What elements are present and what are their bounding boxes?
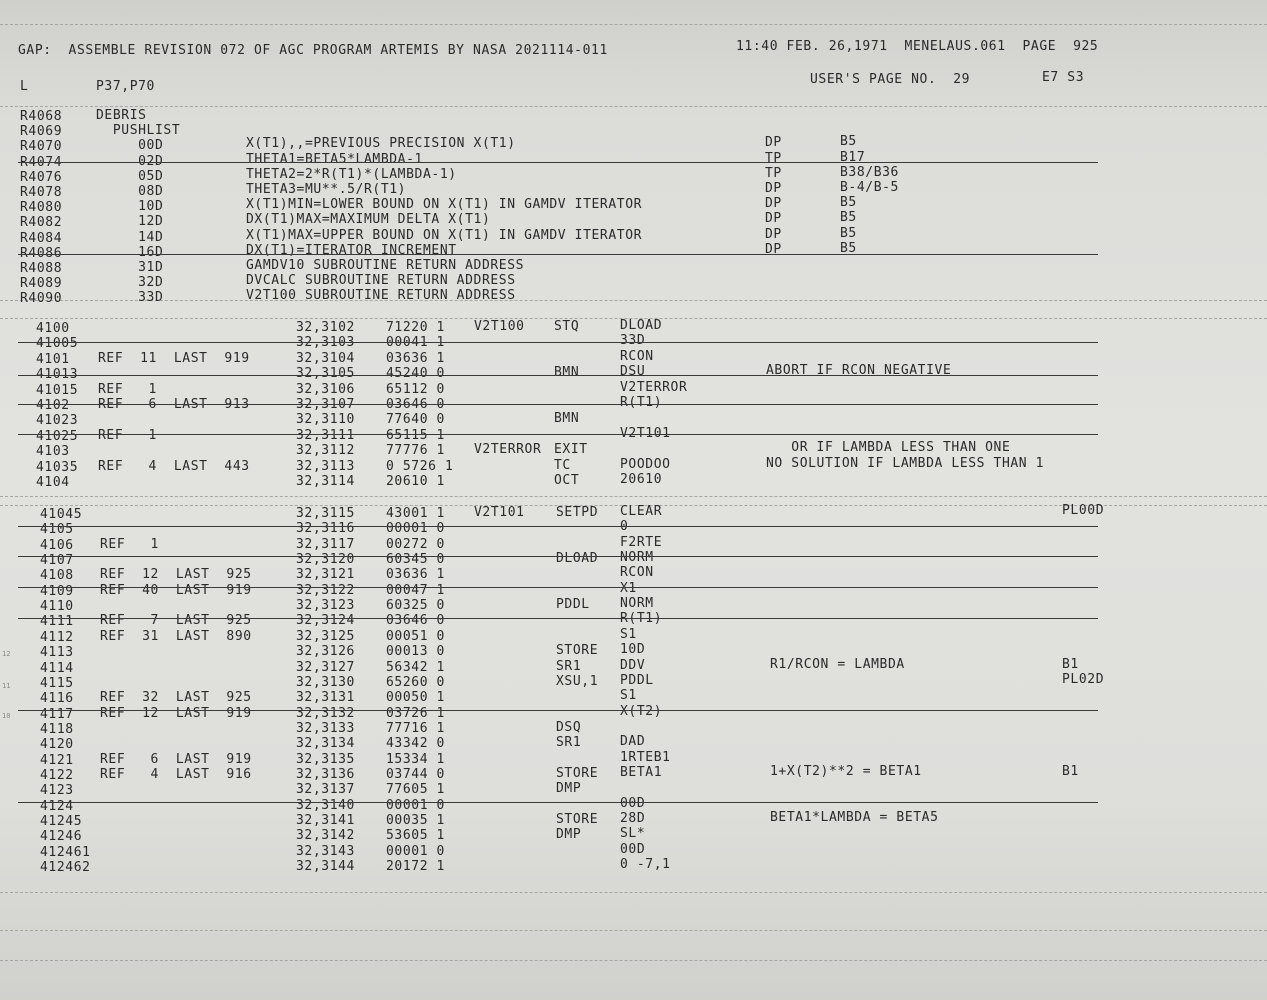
code-comment: BETA1*LAMBDA = BETA5	[770, 810, 939, 825]
operand: DSU	[620, 364, 646, 380]
line-location: R4076	[20, 169, 63, 185]
line-number: 41025	[36, 428, 79, 444]
symbol-description: V2T100 SUBROUTINE RETURN ADDRESS	[246, 288, 516, 304]
margin-mark: 10	[2, 712, 11, 720]
operand: DDV	[620, 657, 646, 673]
header-title: GAP: ASSEMBLE REVISION 072 OF AGC PROGRAM ARTEMIS BY NASA 2021114-011	[18, 43, 608, 58]
line-number: 4104	[36, 475, 70, 490]
line-location: R4078	[20, 185, 63, 200]
reference-info: REF 6 LAST 913	[98, 397, 250, 412]
scaling: B38/B36	[840, 164, 899, 180]
precision: DP	[765, 226, 782, 242]
precision: DP	[765, 211, 782, 227]
code-comment: 1+X(T2)**2 = BETA1	[770, 763, 922, 779]
octal-code: 03636 1	[386, 350, 445, 366]
memory-address: 32,3137	[296, 782, 355, 798]
operand: S1	[620, 688, 637, 704]
ruling-line	[0, 930, 1267, 931]
ruling-line	[0, 892, 1267, 893]
ruling-line	[0, 300, 1267, 301]
scaling: B5	[840, 225, 857, 241]
subheader-col1: L	[20, 79, 29, 94]
symbol-description: DX(T1)MAX=MAXIMUM DELTA X(T1)	[246, 212, 491, 228]
line-number: 412461	[40, 844, 91, 860]
reference-info: REF 31 LAST 890	[100, 628, 252, 644]
memory-address: 32,3126	[296, 644, 355, 660]
line-location: R4086	[20, 245, 63, 261]
operand: 00D	[620, 841, 646, 857]
line-number: 41045	[40, 507, 83, 522]
line-number: 4107	[40, 553, 74, 569]
memory-address: 32,3136	[296, 766, 355, 782]
opcode: STORE	[556, 643, 599, 659]
line-number: 4106	[40, 537, 74, 553]
memory-address: 32,3132	[296, 705, 355, 721]
strike-line	[18, 434, 1098, 435]
operand: CLEAR	[620, 504, 663, 519]
octal-code: 60345 0	[386, 552, 445, 568]
octal-code: 45240 0	[386, 366, 445, 382]
line-number: 4102	[36, 398, 70, 413]
memory-address: 32,3114	[296, 474, 355, 489]
operand: 10D	[620, 642, 646, 658]
line-number: 412462	[40, 860, 91, 876]
memory-address: 32,3117	[296, 536, 355, 552]
operand: DAD	[620, 734, 646, 750]
code-comment: OR IF LAMBDA LESS THAN ONE	[766, 440, 1011, 456]
scaling: B5	[840, 134, 857, 150]
opcode: BMN	[554, 411, 580, 427]
symbol-description: X(T1)MIN=LOWER BOUND ON X(T1) IN GAMDV ITERATOR	[246, 197, 643, 213]
octal-code: 60325 0	[386, 598, 445, 614]
operand: RCON	[620, 348, 654, 364]
memory-address: 32,3143	[296, 843, 355, 859]
operand: V2T101	[620, 425, 671, 441]
symbol-name: 05D	[96, 168, 164, 184]
symbol-name: 12D	[96, 214, 164, 230]
memory-address: 32,3110	[296, 412, 355, 428]
opcode: SR1	[556, 735, 582, 751]
octal-code: 43001 1	[386, 506, 445, 521]
strike-line	[18, 556, 1098, 557]
reference-info: REF 32 LAST 925	[100, 690, 252, 706]
memory-address: 32,3111	[296, 427, 355, 443]
symbol-description: X(T1),,=PREVIOUS PRECISION X(T1)	[246, 136, 516, 152]
octal-code: 77640 0	[386, 412, 445, 428]
scaling: B5	[840, 210, 857, 226]
octal-code: 20172 1	[386, 859, 445, 875]
memory-address: 32,3120	[296, 552, 355, 568]
line-number: 4116	[40, 691, 74, 707]
precision: DP	[765, 181, 782, 196]
strike-line	[18, 802, 1098, 803]
scaling: B5	[840, 240, 857, 256]
symbol-name: 31D	[96, 260, 164, 275]
octal-code: 03744 0	[386, 766, 445, 782]
reference-info: REF 40 LAST 919	[100, 582, 252, 598]
subheader-program: P37,P70	[96, 79, 155, 94]
octal-code: 03646 0	[386, 397, 445, 412]
reference-info: REF 4 LAST 916	[100, 766, 252, 782]
precision: TP	[765, 150, 782, 166]
octal-code: 77776 1	[386, 443, 445, 459]
operand: SL*	[620, 826, 646, 842]
line-number: 4118	[40, 721, 74, 737]
line-number: 4100	[36, 321, 70, 336]
scale-tag: PL00D	[1062, 503, 1105, 518]
code-label: V2TERROR	[474, 442, 542, 458]
opcode: STORE	[556, 812, 599, 827]
octal-code: 00001 0	[386, 797, 445, 813]
line-number: 4123	[40, 783, 74, 799]
symbol-name: 14D	[96, 229, 164, 245]
line-number: 4110	[40, 599, 74, 615]
octal-code: 71220 1	[386, 320, 445, 335]
opcode: DSQ	[556, 719, 582, 735]
memory-address: 32,3133	[296, 720, 355, 736]
octal-code: 20610 1	[386, 474, 445, 489]
operand: 33D	[620, 333, 646, 349]
operand: V2TERROR	[620, 379, 688, 395]
precision: DP	[765, 196, 782, 212]
line-number: 4121	[40, 752, 74, 768]
scaling: B17	[840, 149, 866, 165]
opcode: TC	[554, 457, 571, 473]
opcode: DLOAD	[556, 551, 599, 567]
precision: DP	[765, 241, 782, 257]
strike-line	[18, 162, 1098, 163]
line-number: 4113	[40, 645, 74, 661]
symbol-name: 16D	[96, 244, 164, 260]
symbol-name: DEBRIS	[96, 108, 147, 123]
line-number: 4111	[40, 614, 74, 630]
symbol-description: THETA3=MU**.5/R(T1)	[246, 182, 407, 197]
strike-line	[18, 254, 1098, 255]
operand: R(T1)	[620, 395, 663, 410]
operand: X(T2)	[620, 703, 663, 719]
octal-code: 65115 1	[386, 427, 445, 443]
line-number: 41005	[36, 336, 79, 352]
opcode: STORE	[556, 765, 599, 781]
line-number: 41246	[40, 829, 83, 845]
octal-code: 00041 1	[386, 335, 445, 351]
memory-address: 32,3115	[296, 506, 355, 521]
line-location: R4069	[20, 124, 63, 140]
operand: 0	[620, 519, 629, 535]
operand: 28D	[620, 811, 646, 826]
memory-address: 32,3105	[296, 366, 355, 382]
memory-address: 32,3122	[296, 582, 355, 598]
octal-code: 00001 0	[386, 521, 445, 537]
opcode: DMP	[556, 781, 582, 797]
ruling-line	[0, 106, 1267, 107]
operand: 00D	[620, 795, 646, 811]
strike-line	[18, 342, 1098, 343]
strike-line	[18, 404, 1098, 405]
memory-address: 32,3125	[296, 628, 355, 644]
symbol-description: THETA1=BETA5*LAMBDA-1	[246, 151, 423, 167]
line-location: R4088	[20, 261, 63, 276]
scaling: B5	[840, 195, 857, 211]
opcode: SETPD	[556, 505, 599, 520]
scale-tag: B1	[1062, 763, 1079, 779]
line-number: 4117	[40, 706, 74, 722]
octal-code: 03726 1	[386, 705, 445, 721]
line-number: 4120	[40, 737, 74, 753]
memory-address: 32,3124	[296, 613, 355, 629]
line-number: 41035	[36, 459, 79, 475]
reference-info: REF 12 LAST 919	[100, 705, 252, 721]
opcode: BMN	[554, 365, 580, 381]
line-number: 41245	[40, 814, 83, 829]
opcode: EXIT	[554, 442, 588, 458]
precision: DP	[765, 135, 782, 151]
line-number: 41013	[36, 367, 79, 383]
header-timestamp: 11:40 FEB. 26,1971 MENELAUS.061 PAGE 925	[736, 39, 1099, 54]
octal-code: 00001 0	[386, 843, 445, 859]
operand: S1	[620, 626, 637, 642]
strike-line	[18, 587, 1098, 588]
symbol-name: 32D	[96, 275, 164, 291]
operand: NORM	[620, 550, 654, 566]
symbol-name: 10D	[96, 199, 164, 215]
operand: 20610	[620, 472, 663, 487]
reference-info: REF 1	[100, 536, 159, 552]
opcode: XSU,1	[556, 673, 599, 689]
opcode: OCT	[554, 473, 580, 488]
operand: F2RTE	[620, 534, 663, 550]
memory-address: 32,3142	[296, 828, 355, 844]
symbol-name: PUSHLIST	[96, 123, 181, 139]
octal-code: 00047 1	[386, 582, 445, 598]
reference-info: REF 1	[98, 427, 157, 443]
octal-code: 65260 0	[386, 674, 445, 690]
operand: 1RTEB1	[620, 749, 671, 765]
reference-info: REF 7 LAST 925	[100, 613, 252, 629]
line-number: 4124	[40, 798, 74, 814]
memory-address: 32,3113	[296, 458, 355, 474]
octal-code: 00051 0	[386, 628, 445, 644]
strike-line	[18, 375, 1098, 376]
octal-code: 00050 1	[386, 690, 445, 706]
ruling-line	[0, 496, 1267, 497]
line-location: R4074	[20, 154, 63, 170]
ruling-line	[0, 960, 1267, 961]
line-number: 4108	[40, 568, 74, 584]
line-number: 4112	[40, 629, 74, 645]
line-number: 41015	[36, 382, 79, 398]
line-number: 4114	[40, 660, 74, 676]
operand: POODOO	[620, 456, 671, 472]
line-number: 4101	[36, 351, 70, 367]
opcode: PDDL	[556, 597, 590, 613]
line-location: R4068	[20, 109, 63, 124]
memory-address: 32,3112	[296, 443, 355, 459]
memory-address: 32,3130	[296, 674, 355, 690]
octal-code: 00035 1	[386, 813, 445, 828]
octal-code: 03636 1	[386, 567, 445, 583]
octal-code: 43342 0	[386, 736, 445, 752]
strike-line	[18, 710, 1098, 711]
memory-address: 32,3144	[296, 859, 355, 875]
code-comment: NO SOLUTION IF LAMBDA LESS THAN 1	[766, 455, 1045, 471]
reference-info: REF 6 LAST 919	[100, 751, 252, 767]
memory-address: 32,3121	[296, 567, 355, 583]
reference-info: REF 12 LAST 925	[100, 567, 252, 583]
octal-code: 77605 1	[386, 782, 445, 798]
line-location: R4089	[20, 276, 63, 292]
octal-code: 00272 0	[386, 536, 445, 552]
octal-code: 65112 0	[386, 381, 445, 397]
strike-line	[18, 618, 1098, 619]
memory-address: 32,3123	[296, 598, 355, 614]
symbol-name: 33D	[96, 290, 164, 306]
code-label: V2T100	[474, 319, 525, 334]
memory-address: 32,3116	[296, 521, 355, 537]
code-comment: ABORT IF RCON NEGATIVE	[766, 363, 952, 379]
memory-address: 32,3140	[296, 797, 355, 813]
reference-info: REF 1	[98, 381, 157, 397]
reference-info: REF 11 LAST 919	[98, 350, 250, 366]
line-number: 4122	[40, 767, 74, 783]
operand: BETA1	[620, 764, 663, 780]
symbol-description: THETA2=2*R(T1)*(LAMBDA-1)	[246, 166, 457, 182]
octal-code: 0 5726 1	[386, 458, 454, 474]
page-tag: E7 S3	[1042, 70, 1085, 85]
memory-address: 32,3103	[296, 335, 355, 351]
code-comment: R1/RCON = LAMBDA	[770, 656, 905, 672]
strike-line	[18, 526, 1098, 527]
margin-mark: 12	[2, 650, 11, 658]
line-number: 4115	[40, 675, 74, 691]
line-location: R4084	[20, 230, 63, 246]
octal-code: 53605 1	[386, 828, 445, 844]
operand: 0 -7,1	[620, 857, 671, 873]
operand: NORM	[620, 596, 654, 612]
line-location: R4090	[20, 291, 63, 307]
symbol-name: 00D	[96, 138, 164, 154]
operand: PDDL	[620, 672, 654, 688]
memory-address: 32,3104	[296, 350, 355, 366]
opcode: SR1	[556, 658, 582, 674]
operand: DLOAD	[620, 318, 663, 333]
ruling-line	[0, 24, 1267, 25]
scale-tag: PL02D	[1062, 671, 1105, 687]
code-label: V2T101	[474, 505, 525, 520]
symbol-name: 08D	[96, 184, 164, 199]
opcode: STQ	[554, 319, 580, 334]
memory-address: 32,3107	[296, 397, 355, 412]
line-location: R4082	[20, 215, 63, 231]
line-number: 4103	[36, 444, 70, 460]
operand: RCON	[620, 565, 654, 581]
octal-code: 77716 1	[386, 720, 445, 736]
memory-address: 32,3134	[296, 736, 355, 752]
symbol-description: X(T1)MAX=UPPER BOUND ON X(T1) IN GAMDV ITERATOR	[246, 227, 643, 243]
line-number: 4105	[40, 522, 74, 538]
symbol-description: DVCALC SUBROUTINE RETURN ADDRESS	[246, 273, 516, 289]
symbol-name: 02D	[96, 153, 164, 169]
memory-address: 32,3135	[296, 751, 355, 767]
memory-address: 32,3131	[296, 690, 355, 706]
scaling: B-4/B-5	[840, 180, 899, 195]
symbol-description: DX(T1)=ITERATOR INCREMENT	[246, 242, 457, 258]
operand: R(T1)	[620, 611, 663, 627]
margin-mark: 11	[2, 682, 11, 690]
memory-address: 32,3127	[296, 659, 355, 675]
scale-tag: B1	[1062, 656, 1079, 672]
reference-info: REF 4 LAST 443	[98, 458, 250, 474]
memory-address: 32,3106	[296, 381, 355, 397]
line-location: R4070	[20, 139, 63, 155]
memory-address: 32,3141	[296, 813, 355, 828]
precision: TP	[765, 165, 782, 181]
memory-address: 32,3102	[296, 320, 355, 335]
octal-code: 03646 0	[386, 613, 445, 629]
symbol-description: GAMDV10 SUBROUTINE RETURN ADDRESS	[246, 258, 525, 273]
opcode: DMP	[556, 827, 582, 843]
line-location: R4080	[20, 200, 63, 216]
line-number: 41023	[36, 413, 79, 429]
octal-code: 15334 1	[386, 751, 445, 767]
octal-code: 00013 0	[386, 644, 445, 660]
line-number: 4109	[40, 583, 74, 599]
octal-code: 56342 1	[386, 659, 445, 675]
operand: X1	[620, 580, 637, 596]
users-page-number: USER'S PAGE NO. 29	[810, 72, 971, 87]
